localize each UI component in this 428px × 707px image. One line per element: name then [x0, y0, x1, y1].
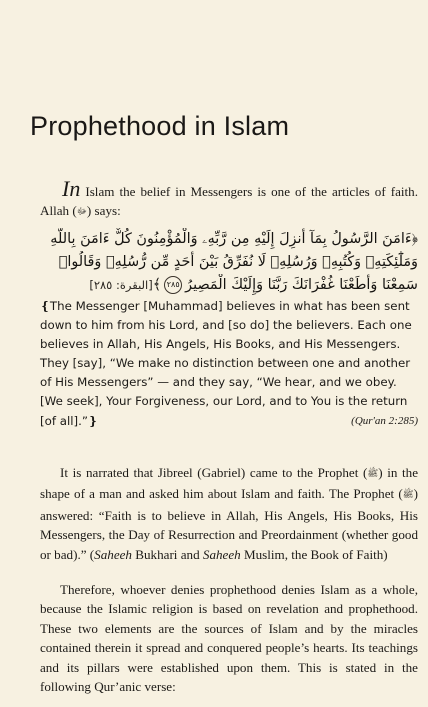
arabic-verse-line-1: ﴿ءَامَنَ الرَّسُولُ بِمَآ أُنزِلَ إِلَيْهِ مِن رَّبِّهِۦ وَالْمُؤْمِنُونَ كُلٌّ ءَامَنَ بِاللَّهِ [50, 231, 418, 247]
intro-paragraph [40, 176, 418, 223]
translation-quote [40, 297, 418, 431]
intro-text-a: Islam the belief in Messengers is one of the articles of faith. Allah ( [40, 184, 418, 219]
arabic-verse-line-3: سَمِعْنَا وَأَطَعْنَا غُفْرَانَكَ رَبَّنَا وَإِلَيْكَ الْمَصِيرُ٢٨٥﴾[البقرة: ٢٨٥] [89, 277, 418, 293]
hadith-text-a: It is narrated that Jibreel (Gabriel) came to the Prophet ( [60, 465, 368, 480]
surah-reference: [البقرة: ٢٨٥] [89, 278, 153, 292]
hadith-paragraph [40, 463, 418, 564]
page-title: Prophethood in Islam [30, 111, 290, 141]
intro-text-b: ) says: [86, 203, 121, 219]
hadith-text-b: ) in the shape of a man and asked him about Islam and faith. The Prophet ( [40, 465, 419, 502]
translation-text: ❴The Messenger [Muhammad] believes in what has been sent down to him from his Lord, and [so do] the believers. Each one believes in Allah, His Angels, His Books, and His Messengers. They [say], “We make no distinction between one and another of His Messengers” — and they say, “We hear, and we obey. [We seek], Your Forgiveness, our Lord, and to You is the return [of all].”❵ [40, 299, 412, 428]
ayah-number-badge: ٢٨٥ [164, 276, 182, 294]
hadith-text-c: ) answered: “Faith is to believe in Allah, His Angels, His Books, His Messengers, the Day of Resurrection and Preordainment (whether good or bad).” ( [40, 486, 418, 562]
allah-honorific-glyph: ﷻ [76, 207, 87, 218]
conclusion-text: Therefore, whoever denies prophethood denies Islam as a whole, because the Islamic religion is based on revelation and prophethood. These two elements are the sources of Islam and by the miracles contained therein it spread and conquered people’s hearts. Its teachings and its pillars were established upon them. This is stated in the following Qur’anic verse: [40, 582, 418, 695]
conclusion-paragraph [40, 580, 418, 696]
arabic-verse-line-3-text: سَمِعْنَا وَأَطَعْنَا غُفْرَانَكَ رَبَّنَا وَإِلَيْكَ الْمَصِيرُ [185, 277, 418, 293]
hadith-text-d: Bukhari and [131, 546, 203, 562]
arabic-verse-line-2: وَمَلَٰٓئِكَتِهِۦ وَكُتُبِهِۦ وَرُسُلِهِۦ لَا نُفَرِّقُ بَيْنَ أَحَدٍ مِّن رُّسُلِهِۦ وَقَالُوا۟ [58, 254, 418, 270]
quran-citation: (Qur'an 2:285) [351, 414, 418, 427]
hadith-text-e: Muslim, the Book of Faith) [240, 546, 388, 562]
saheeh-label-2: Saheeh [202, 546, 241, 562]
drop-cap: In [62, 176, 81, 201]
arabic-verse [34, 228, 418, 297]
salla-glyph-1: ﷺ [367, 469, 379, 479]
saheeh-label-1: Saheeh [94, 546, 132, 562]
salla-glyph-2: ﷺ [402, 490, 414, 501]
